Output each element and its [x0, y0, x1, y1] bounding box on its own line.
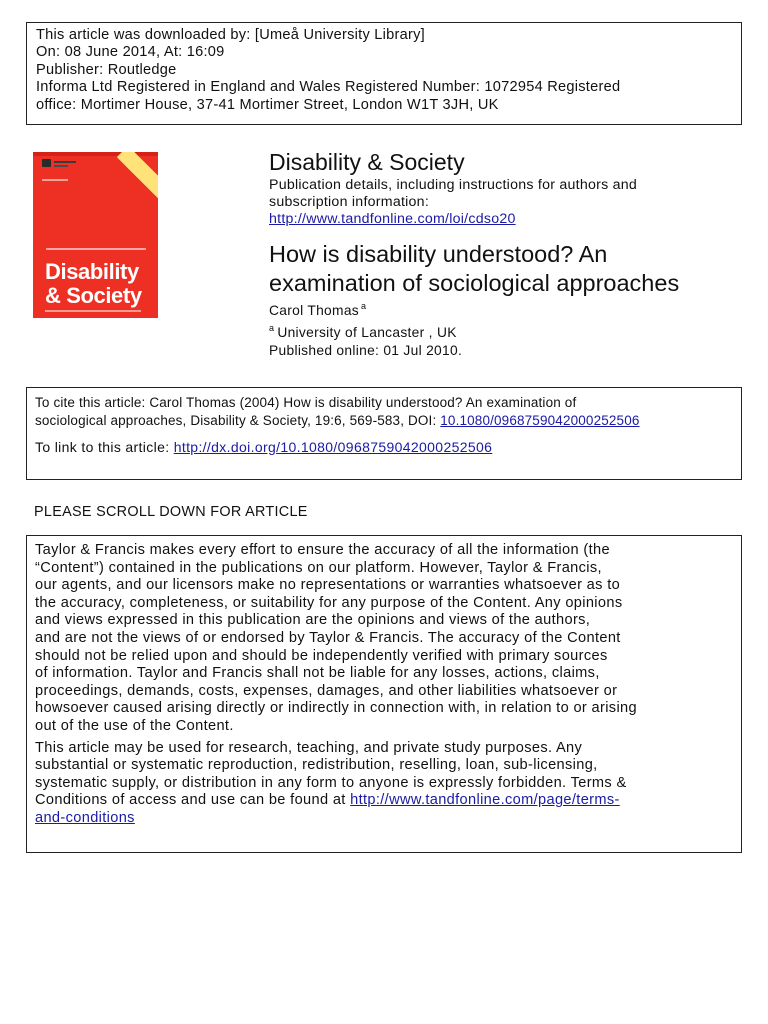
citation-line	[35, 412, 741, 430]
journal-title: Disability & Society	[269, 149, 465, 175]
article-title	[269, 240, 679, 298]
cover-subtitle-mark	[42, 179, 68, 181]
disclaimer-line: Taylor & Francis makes every effort to ensure the accuracy of all the information (the	[35, 542, 610, 558]
download-line: Publisher: Routledge	[36, 61, 177, 78]
publication-details	[269, 177, 637, 228]
citation-line: To cite this article: Carol Thomas (2004) How is disability understood? An examination of	[35, 395, 577, 410]
author-superscript: a	[361, 301, 367, 311]
article-title-line: How is disability understood? An	[269, 241, 608, 267]
article-link-row	[35, 438, 741, 456]
disclaimer-line	[35, 792, 741, 810]
author-name-text: Carol Thomas	[269, 303, 359, 318]
disclaimer-line: our agents, and our licensors make no representations or warranties whatsoever as to	[35, 577, 621, 594]
author-name	[269, 302, 366, 321]
disclaimer-line: and views expressed in this publication are the opinions and views of the authors,	[35, 612, 591, 629]
publication-details-line: Publication details, including instructions for authors and	[269, 177, 638, 193]
disclaimer-line: systematic supply, or distribution in any form to anyone is expressly forbidden. Terms &	[35, 774, 627, 791]
cover-corner-banner	[117, 152, 158, 198]
download-line: On: 08 June 2014, At: 16:09	[36, 44, 225, 61]
doi-link[interactable]: 10.1080/0968759042000252506	[440, 413, 640, 428]
affiliation	[269, 324, 457, 343]
download-line: Informa Ltd Registered in England and Wales Registered Number: 1072954 Registered	[36, 79, 621, 96]
disclaimer-text: Conditions of access and use can be found at	[35, 792, 351, 809]
citation-box	[26, 387, 742, 480]
terms-link-continued[interactable]: and-conditions	[35, 809, 135, 826]
cover-top-strip	[33, 152, 158, 156]
affiliation-text: University of Lancaster , UK	[277, 325, 457, 340]
cover-title: Disability	[45, 259, 139, 284]
download-line: office: Mortimer House, 37-41 Mortimer Street, London W1T 3JH, UK	[36, 96, 499, 113]
cover-publisher-mark	[54, 165, 68, 167]
article-title-line: examination of sociological approaches	[269, 270, 680, 296]
disclaimer-line: should not be relied upon and should be independently verified with primary sources	[35, 647, 608, 664]
article-doi-url-link[interactable]: http://dx.doi.org/10.1080/0968759042000252506	[173, 439, 493, 455]
scroll-down-notice: PLEASE SCROLL DOWN FOR ARTICLE	[34, 504, 308, 520]
disclaimer-line: howsoever caused arising directly or indirectly in connection with, in relation to or arising	[35, 700, 637, 717]
disclaimer-line: and are not the views of or endorsed by Taylor & Francis. The accuracy of the Content	[35, 629, 621, 646]
cover-tagline-mark	[45, 310, 141, 312]
cover-publisher-mark	[54, 161, 76, 163]
disclaimer-line: out of the use of the Content.	[35, 717, 234, 734]
journal-cover-image	[33, 152, 158, 318]
citation-text: sociological approaches, Disability & Society, 19:6, 569-583, DOI:	[35, 413, 441, 428]
disclaimer-line: of information. Taylor and Francis shall not be liable for any losses, actions, claims,	[35, 665, 600, 682]
article-link-label: To link to this article:	[35, 439, 174, 455]
published-date: Published online: 01 Jul 2010.	[269, 343, 463, 358]
disclaimer-line: the accuracy, completeness, or suitability for any purpose of the Content. Any opinions	[35, 594, 623, 611]
disclaimer-line: This article may be used for research, teaching, and private study purposes. Any	[35, 739, 583, 756]
disclaimer-line: “Content”) contained in the publications on our platform. However, Taylor & Francis,	[35, 559, 602, 576]
disclaimer-line: proceedings, demands, costs, expenses, damages, and other liabilities whatsoever or	[35, 682, 618, 699]
publisher-logo-icon	[42, 159, 51, 167]
disclaimer-line: substantial or systematic reproduction, redistribution, reselling, loan, sub-licensing,	[35, 757, 598, 774]
publication-details-line: subscription information:	[269, 194, 430, 210]
terms-link[interactable]: http://www.tandfonline.com/page/terms-	[350, 792, 620, 809]
journal-url-link[interactable]: http://www.tandfonline.com/loi/cdso20	[269, 211, 516, 227]
download-notice-box	[26, 22, 742, 125]
affiliation-superscript: a	[269, 323, 275, 333]
cover-title: & Society	[45, 283, 142, 308]
download-line: This article was downloaded by: [Umeå University Library]	[36, 27, 425, 43]
disclaimer-box	[26, 535, 742, 853]
cover-volume-mark	[46, 248, 146, 250]
disclaimer-line	[35, 810, 741, 828]
